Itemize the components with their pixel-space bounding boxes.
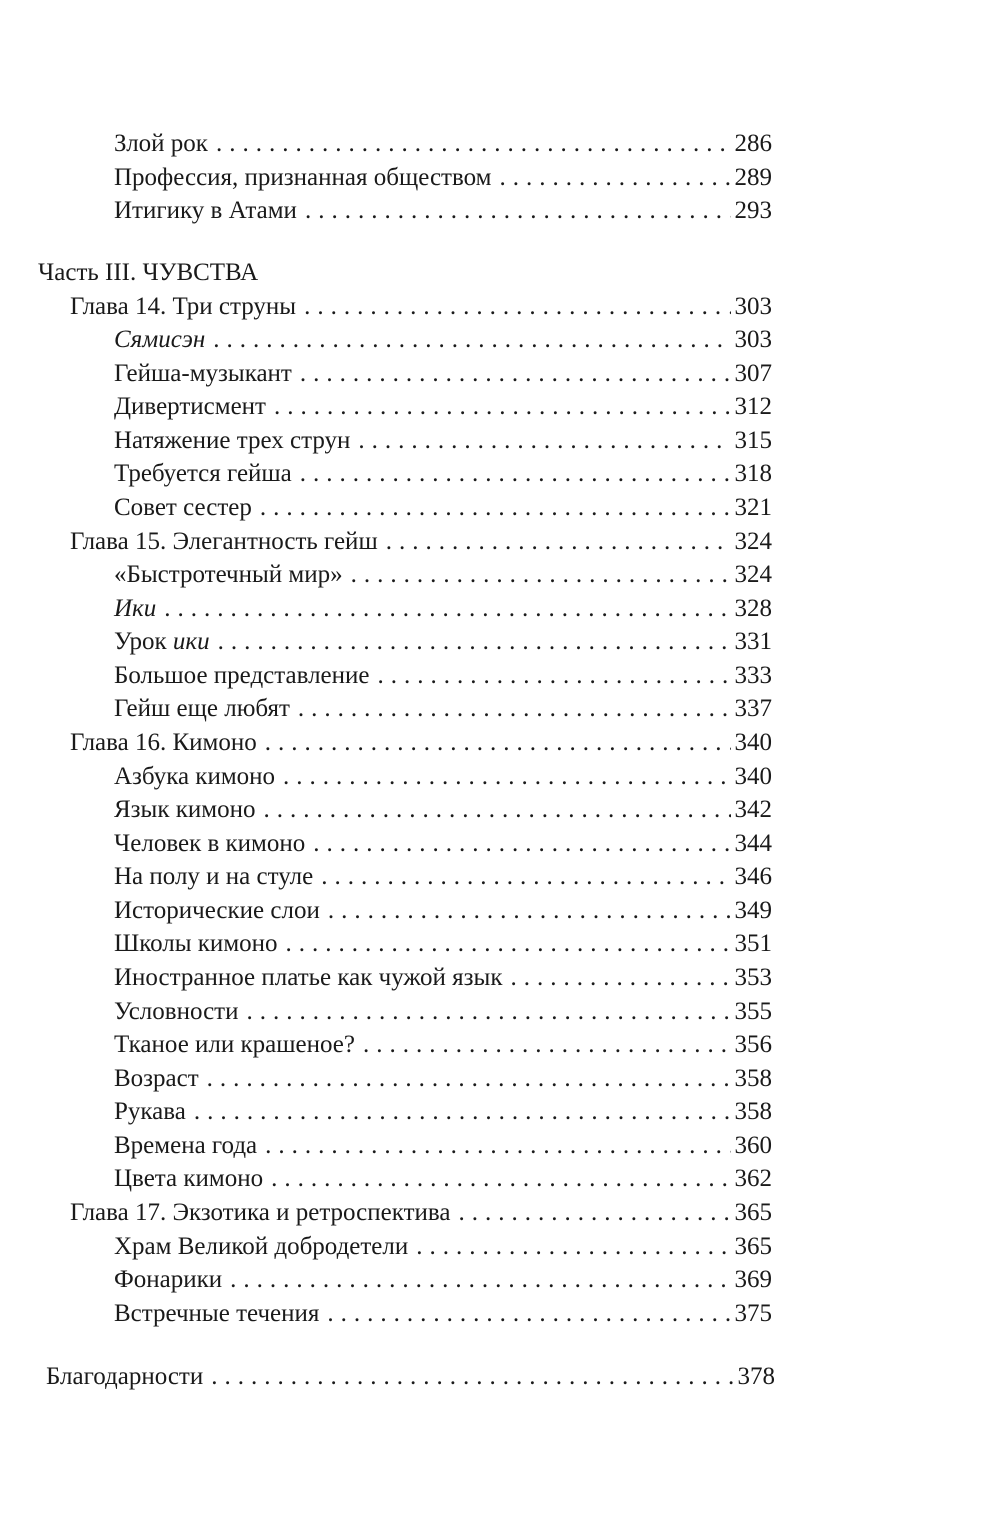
entry-page: 346 (734, 863, 772, 890)
entry-title: Человек в кимоно (114, 830, 306, 857)
entry-title: Азбука кимоно (114, 763, 276, 790)
entry-title-text: Урок (114, 628, 167, 655)
entry-page: 289 (734, 164, 772, 191)
entry-page: 342 (734, 796, 772, 823)
entry-title-italic: ики (172, 628, 210, 655)
chapter-page: 340 (734, 729, 772, 756)
entry-page: 353 (734, 964, 772, 991)
toc-entry (114, 927, 772, 961)
dot-leader (274, 390, 731, 424)
entry-title: Дивертисмент (114, 393, 266, 420)
entry-title: Встречные течения (114, 1300, 320, 1327)
entry-title: Фонарики (114, 1266, 223, 1293)
dot-leader (510, 961, 730, 995)
entry-title: Цвета кимоно (114, 1165, 264, 1192)
dot-leader (321, 860, 730, 894)
entry-page: 331 (734, 628, 772, 655)
entry-page: 365 (734, 1233, 772, 1260)
dot-leader (211, 1360, 733, 1394)
toc-entry (114, 860, 772, 894)
dot-leader (300, 357, 731, 391)
entry-title: Ики (114, 595, 157, 622)
toc-entry (114, 1129, 772, 1163)
entry-page: 355 (734, 998, 772, 1025)
entry-page: 375 (734, 1300, 772, 1327)
dot-leader (260, 491, 731, 525)
entry-title: Гейш еще любят (114, 695, 290, 722)
toc-entry (114, 1062, 772, 1096)
toc-entry (114, 558, 772, 592)
entry-page: 369 (734, 1266, 772, 1293)
toc-entry (114, 592, 772, 626)
entry-title: На полу и на стуле (114, 863, 314, 890)
dot-leader (458, 1196, 730, 1230)
dot-leader (305, 194, 731, 228)
entry-title: Итигику в Атами (114, 197, 297, 224)
entry-page: 349 (734, 897, 772, 924)
toc-entry (114, 1162, 772, 1196)
toc-entry (114, 457, 772, 491)
dot-leader (263, 793, 730, 827)
entry-page: 358 (734, 1065, 772, 1092)
entry-page: 321 (734, 494, 772, 521)
entry-page: 344 (734, 830, 772, 857)
dot-leader (416, 1230, 730, 1264)
toc-entry (114, 1297, 772, 1331)
dot-leader (283, 760, 730, 794)
entry-page: 337 (734, 695, 772, 722)
entry-title: Школы кимоно (114, 930, 278, 957)
chapter-title: Глава 15. Элегантность гейш (70, 528, 378, 555)
chapter-page: 365 (734, 1199, 772, 1226)
entry-title: Сямисэн (114, 326, 206, 353)
dot-leader (351, 558, 731, 592)
dot-leader (164, 592, 730, 626)
entry-page: 286 (734, 130, 772, 157)
dot-leader (194, 1095, 731, 1129)
entry-title: Требуется гейша (114, 460, 292, 487)
entry-title: Рукава (114, 1098, 186, 1125)
dot-leader (386, 525, 731, 559)
entry-page: 340 (734, 763, 772, 790)
toc-entry (114, 194, 772, 228)
entry-page: 318 (734, 460, 772, 487)
entry-title: Тканое или крашеное? (114, 1031, 355, 1058)
entry-title: Условности (114, 998, 239, 1025)
entry-title: Благодарности (46, 1363, 204, 1390)
dot-leader (499, 161, 730, 195)
entry-title: Храм Великой добродетели (114, 1233, 409, 1260)
entry-title: Времена года (114, 1132, 258, 1159)
entry-page: 324 (734, 561, 772, 588)
toc-entry (114, 1028, 772, 1062)
entry-title: «Быстротечный мир» (114, 561, 343, 588)
entry-title: Язык кимоно (114, 796, 256, 823)
closing-entry (46, 1360, 775, 1394)
toc-entry (114, 793, 772, 827)
entry-page: 293 (734, 197, 772, 224)
dot-leader (265, 1129, 730, 1163)
dot-leader (378, 659, 731, 693)
toc-entry (114, 491, 772, 525)
dot-leader (265, 726, 731, 760)
toc-entry (114, 1095, 772, 1129)
entry-page: 328 (734, 595, 772, 622)
toc-entry (114, 127, 772, 161)
dot-leader (216, 127, 731, 161)
entry-page: 356 (734, 1031, 772, 1058)
entry-page: 378 (737, 1363, 775, 1390)
toc-entry (114, 827, 772, 861)
dot-leader (207, 1062, 731, 1096)
entry-title: Злой рок (114, 130, 208, 157)
entry-page: 362 (734, 1165, 772, 1192)
entry-title: Большое представление (114, 662, 370, 689)
toc-entry (114, 995, 772, 1029)
entry-page: 360 (734, 1132, 772, 1159)
dot-leader (271, 1162, 730, 1196)
chapter-page: 324 (734, 528, 772, 555)
chapter-entry (70, 726, 772, 760)
chapter-entry (70, 525, 772, 559)
entry-title: Натяжение трех струн (114, 427, 351, 454)
chapter-title: Глава 17. Экзотика и ретроспектива (70, 1199, 451, 1226)
entry-title: Совет сестер (114, 494, 252, 521)
dot-leader (327, 1297, 730, 1331)
chapter-title: Глава 14. Три струны (70, 293, 297, 320)
toc-entry (114, 323, 772, 357)
toc-entry (114, 961, 772, 995)
entry-page: 351 (734, 930, 772, 957)
dot-leader (213, 323, 730, 357)
toc-entry (114, 659, 772, 693)
entry-title: Исторические слои (114, 897, 320, 924)
toc-entry (114, 692, 772, 726)
dot-leader (304, 290, 730, 324)
dot-leader (358, 424, 730, 458)
entry-page: 333 (734, 662, 772, 689)
dot-leader (363, 1028, 731, 1062)
toc-entry (114, 625, 772, 659)
entry-title: Гейша-музыкант (114, 360, 292, 387)
chapter-entry (70, 1196, 772, 1230)
entry-page: 315 (734, 427, 772, 454)
toc-entry (114, 390, 772, 424)
entry-title: Возраст (114, 1065, 199, 1092)
chapter-entry (70, 290, 772, 324)
entry-page: 307 (734, 360, 772, 387)
entry-page: 312 (734, 393, 772, 420)
chapter-page: 303 (734, 293, 772, 320)
toc-entry (114, 894, 772, 928)
part-heading: Часть III. ЧУВСТВА (38, 259, 259, 286)
toc-entry (114, 357, 772, 391)
entry-page: 358 (734, 1098, 772, 1125)
entry-page: 303 (734, 326, 772, 353)
dot-leader (300, 457, 731, 491)
dot-leader (298, 692, 731, 726)
entry-title: Профессия, признанная обществом (114, 164, 492, 191)
toc-entry (114, 1263, 772, 1297)
dot-leader (230, 1263, 730, 1297)
dot-leader (328, 894, 731, 928)
dot-leader (218, 625, 731, 659)
toc-entry (114, 1230, 772, 1264)
toc-entry (114, 424, 772, 458)
dot-leader (246, 995, 730, 1029)
entry-title (114, 625, 210, 659)
dot-leader (313, 827, 730, 861)
chapter-title: Глава 16. Кимоно (70, 729, 257, 756)
toc-entry (114, 161, 772, 195)
dot-leader (286, 927, 731, 961)
toc-entry (114, 760, 772, 794)
entry-title: Иностранное платье как чужой язык (114, 964, 503, 991)
